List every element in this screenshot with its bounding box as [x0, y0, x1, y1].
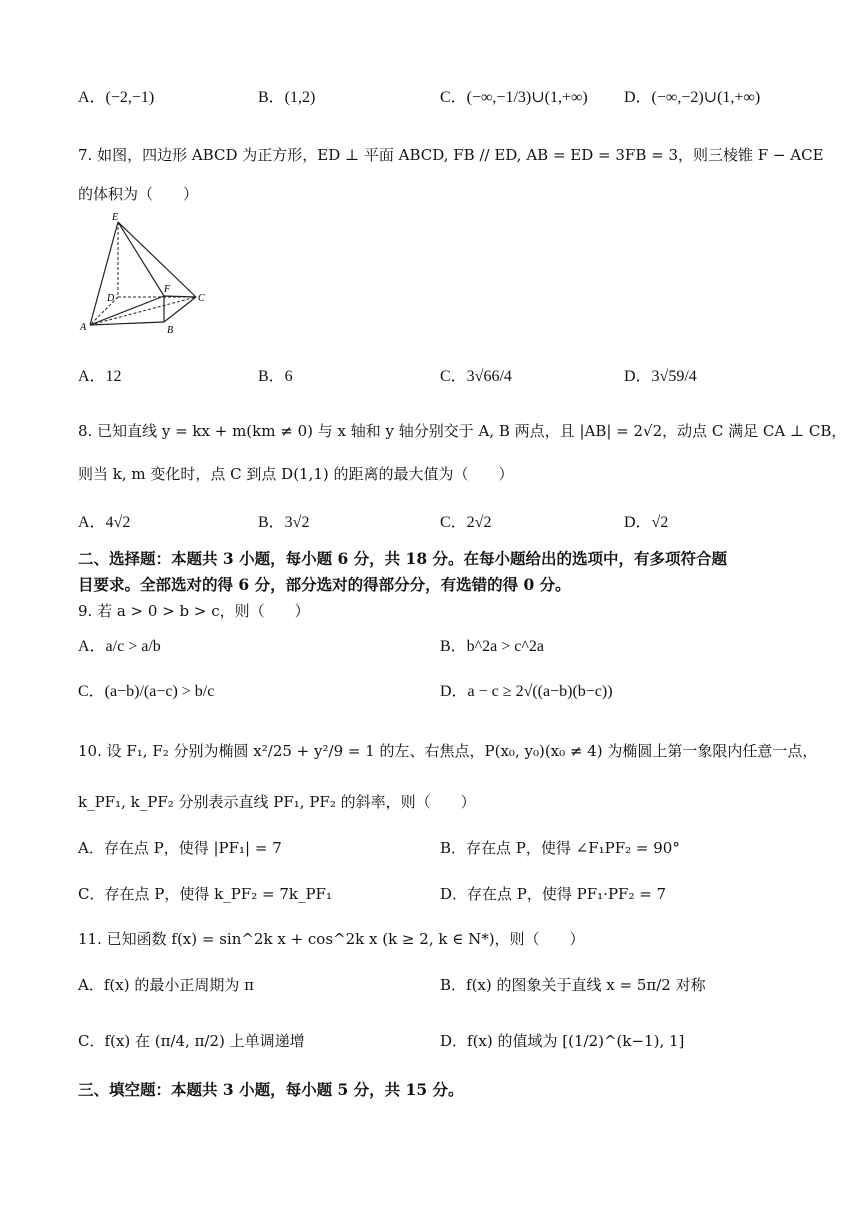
q9-option-a: A．a/c > a/b [78, 638, 161, 655]
q6-option-c: C．(−∞,−1/3)∪(1,+∞) [440, 89, 588, 106]
q9-option-b: B．b^2a > c^2a [440, 638, 545, 655]
q10-stem-line1: 10. 设 F₁, F₂ 分别为椭圆 x²/25 + y²/9 = 1 的左、右焦点，P(x₀, y₀)(x₀ ≠ 4) 为椭圆上第一象限内任意一点， [78, 742, 818, 760]
q8-stem-line1: 8. 已知直线 y = kx + m(km ≠ 0) 与 x 轴和 y 轴分别交于 A, B 两点，且 |AB| = 2√2，动点 C 满足 CA ⊥ CB， [78, 422, 847, 440]
q8-stem-line2: 则当 k, m 变化时，点 C 到点 D(1,1) 的距离的最大值为（ ） [78, 465, 514, 483]
q9-option-d: D．a − c ≥ 2√((a−b)(b−c)) [440, 683, 613, 700]
pyramid-figure [74, 210, 214, 340]
q7-stem-line2: 的体积为（ ） [78, 185, 199, 203]
q9-option-c: C．(a−b)/(a−c) > b/c [78, 683, 215, 700]
q11-option-b: B．f(x) 的图象关于直线 x = 5π/2 对称 [440, 976, 706, 994]
label-c: C [198, 293, 205, 304]
q7-option-b: B．6 [258, 368, 293, 385]
label-d: D [107, 293, 115, 304]
q9-stem: 9. 若 a > 0 > b > c，则（ ） [78, 602, 310, 620]
label-b: B [167, 325, 174, 336]
q11-option-d: D．f(x) 的值域为 [(1/2)^(k−1), 1] [440, 1032, 685, 1050]
q8-option-a: A．4√2 [78, 514, 131, 531]
label-a: A [80, 322, 87, 333]
q7-stem-line1: 7. 如图，四边形 ABCD 为正方形，ED ⊥ 平面 ABCD, FB // ED, AB = ED = 3FB = 3，则三棱锥 F − ACE [78, 146, 824, 164]
q10-option-a: A．存在点 P，使得 |PF₁| = 7 [78, 839, 282, 857]
q6-option-d: D．(−∞,−2)∪(1,+∞) [624, 89, 761, 106]
q11-stem: 11. 已知函数 f(x) = sin^2k x + cos^2k x (k ≥ 2, k ∈ N*)，则（ ） [78, 930, 585, 948]
q8-option-b: B．3√2 [258, 514, 310, 531]
q10-option-d: D．存在点 P，使得 PF₁·PF₂ = 7 [440, 885, 667, 903]
label-f: F [164, 284, 171, 295]
q10-option-b: B．存在点 P，使得 ∠F₁PF₂ = 90° [440, 839, 680, 857]
section2-heading-line1: 二、选择题：本题共 3 小题，每小题 6 分，共 18 分。在每小题给出的选项中，有多项符合题 [78, 549, 728, 568]
label-e: E [112, 212, 119, 223]
q7-option-a: A．12 [78, 368, 122, 385]
q8-option-d: D．√2 [624, 514, 669, 531]
section3-heading: 三、填空题：本题共 3 小题，每小题 5 分，共 15 分。 [78, 1080, 464, 1099]
q6-option-a: A．(−2,−1) [78, 89, 155, 106]
q6-option-b: B．(1,2) [258, 89, 316, 106]
q8-option-c: C．2√2 [440, 514, 492, 531]
q10-option-c: C．存在点 P，使得 k_PF₂ = 7k_PF₁ [78, 885, 332, 903]
q7-option-d: D．3√59/4 [624, 368, 697, 385]
q7-option-c: C．3√66/4 [440, 368, 512, 385]
section2-heading-line2: 目要求。全部选对的得 6 分，部分选对的得部分分，有选错的得 0 分。 [78, 575, 571, 594]
q11-option-c: C．f(x) 在 (π/4, π/2) 上单调递增 [78, 1032, 305, 1050]
q11-option-a: A．f(x) 的最小正周期为 π [78, 976, 254, 994]
q10-stem-line2: k_PF₁, k_PF₂ 分别表示直线 PF₁, PF₂ 的斜率，则（ ） [78, 793, 476, 811]
